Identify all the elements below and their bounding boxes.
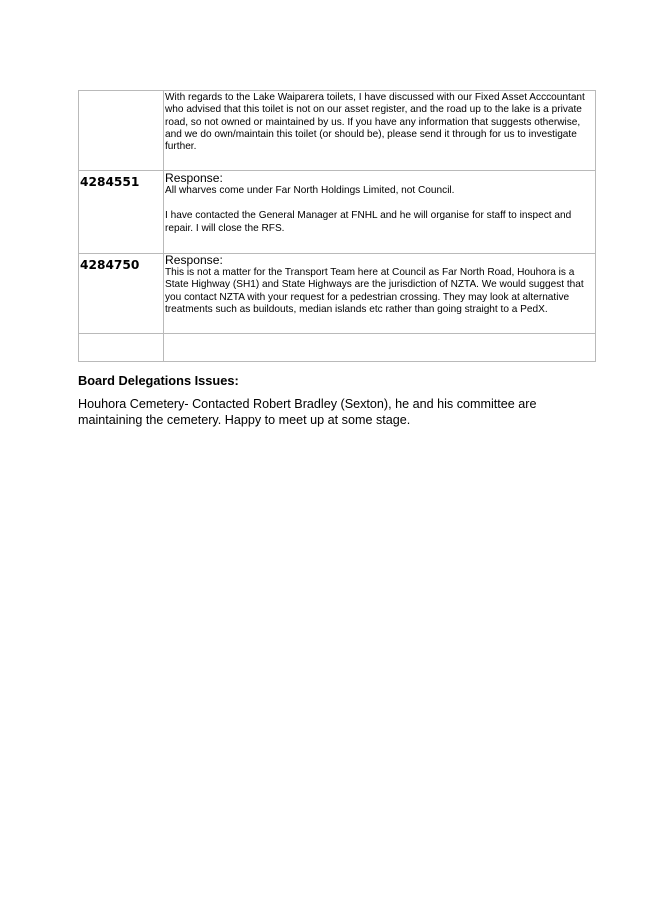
response-cell (164, 254, 596, 334)
response-paragraph: I have contacted the General Manager at FNHL and he will organise for staff to inspect and repair. I will close the RFS. (165, 210, 572, 234)
response-paragraph: This is not a matter for the Transport Team here at Council as Far North Road, Houhora is a State Highway (SH1) and State Highways are the jurisdiction of NZTA. We would suggest that you contact NZTA with your request for a pedestrian crossing. They may look at alternative treatments such as buildouts, median islands etc rather than going straight to a PedX. (165, 267, 584, 315)
response-paragraph: All wharves come under Far North Holdings Limited, not Council. (165, 185, 455, 196)
rfs-id-cell (79, 91, 164, 171)
rfs-id-cell: 4284551 (79, 171, 164, 254)
response-paragraph: With regards to the Lake Waiparera toilets, I have discussed with our Fixed Asset Acccountant who advised that this toilet is not on our asset register, and the road up to the lake is a private road, so not owned or maintained by us. If you have any information that suggests otherwise, and we do own/maintain this toilet (or should be), please send it through for us to investigate further. (165, 92, 585, 153)
table-row (79, 254, 596, 334)
response-cell (164, 91, 596, 171)
response-cell (164, 171, 596, 254)
table-row (79, 91, 596, 171)
section-body: Houhora Cemetery- Contacted Robert Bradley (Sexton), he and his committee are maintaining the cemetery. Happy to meet up at some stage. (78, 397, 537, 427)
response-label: Response: (165, 171, 223, 185)
section-heading: Board Delegations Issues: (78, 373, 239, 388)
rfs-id-cell: 4284750 (79, 254, 164, 334)
rfs-response-table (78, 90, 596, 362)
table-row (79, 334, 596, 362)
empty-cell (164, 334, 596, 362)
empty-cell (79, 334, 164, 362)
response-label: Response: (165, 253, 223, 267)
table-row (79, 171, 596, 254)
